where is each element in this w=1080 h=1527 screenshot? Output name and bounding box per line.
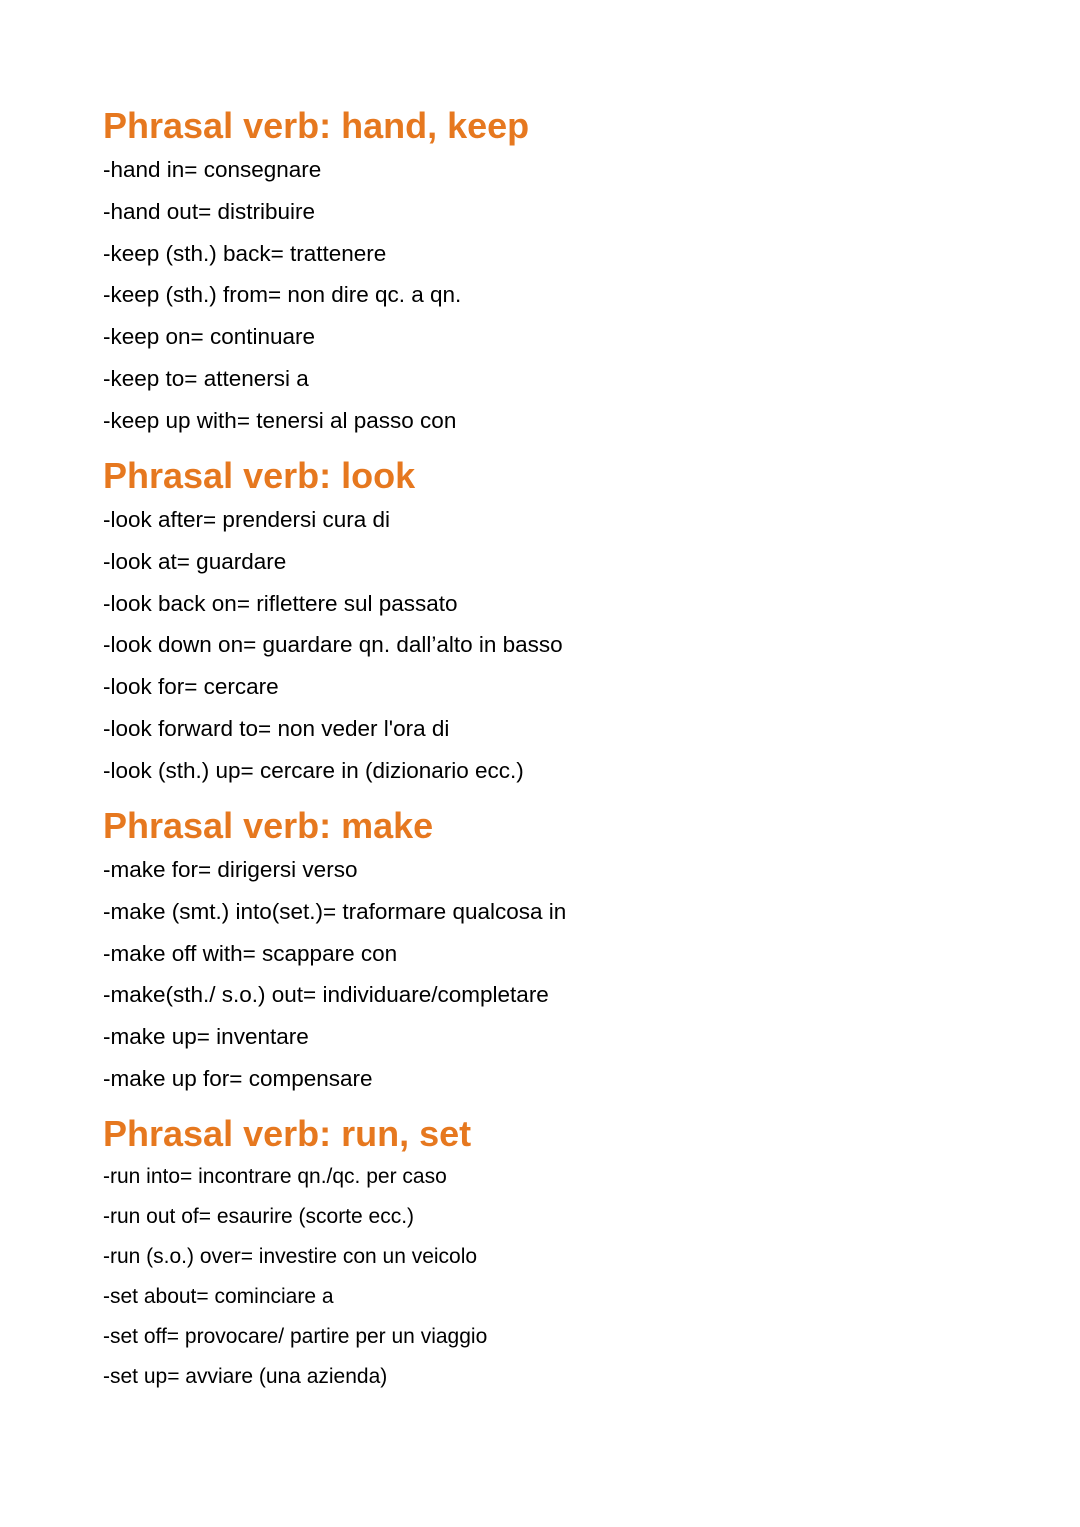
section-heading: Phrasal verb: make: [103, 805, 434, 846]
list-item: -set off= provocare/ partire per un viaggio: [103, 1325, 488, 1348]
list-item: -keep to= attenersi a: [103, 365, 309, 391]
list-item: -run into= incontrare qn./qc. per caso: [103, 1165, 447, 1188]
list-item: -look for= cercare: [103, 674, 279, 700]
list-item: -set up= avviare (una azienda): [103, 1365, 388, 1388]
section-run-set: [103, 1111, 1003, 1397]
list-item: -run (s.o.) over= investire con un veicolo: [103, 1245, 478, 1268]
list-item: -set about= cominciare a: [103, 1285, 334, 1308]
section-look: [103, 453, 1003, 792]
list-item: -make (smt.) into(set.)= traformare qualcosa in: [103, 898, 567, 924]
list-item: -make(sth./ s.o.) out= individuare/completare: [103, 982, 549, 1008]
list-item: -look (sth.) up= cercare in (dizionario ecc.): [103, 757, 524, 783]
list-item: -keep (sth.) from= non dire qc. a qn.: [103, 282, 462, 308]
section-heading: Phrasal verb: run, set: [103, 1113, 472, 1154]
section-make: [103, 803, 1003, 1100]
list-item: -look after= prendersi cura di: [103, 507, 391, 532]
list-item: -look back on= riflettere sul passato: [103, 590, 458, 616]
list-item: -hand in= consegnare: [103, 157, 322, 182]
section-heading: Phrasal verb: look: [103, 455, 416, 496]
list-item: -keep up with= tenersi al passo con: [103, 407, 457, 433]
list-item: -keep on= continuare: [103, 324, 316, 350]
list-item: -keep (sth.) back= trattenere: [103, 240, 387, 266]
list-item: -make off with= scappare con: [103, 940, 398, 966]
list-item: -look down on= guardare qn. dall’alto in basso: [103, 632, 563, 658]
list-item: -look at= guardare: [103, 548, 287, 574]
list-item: -run out of= esaurire (scorte ecc.): [103, 1205, 415, 1228]
section-hand-keep: [103, 103, 1003, 442]
list-item: -hand out= distribuire: [103, 198, 316, 224]
list-item: -look forward to= non veder l'ora di: [103, 715, 450, 741]
list-item: -make up= inventare: [103, 1024, 309, 1050]
list-item: -make up for= compensare: [103, 1065, 373, 1091]
section-heading: Phrasal verb: hand, keep: [103, 105, 530, 146]
list-item: -make for= dirigersi verso: [103, 857, 358, 882]
